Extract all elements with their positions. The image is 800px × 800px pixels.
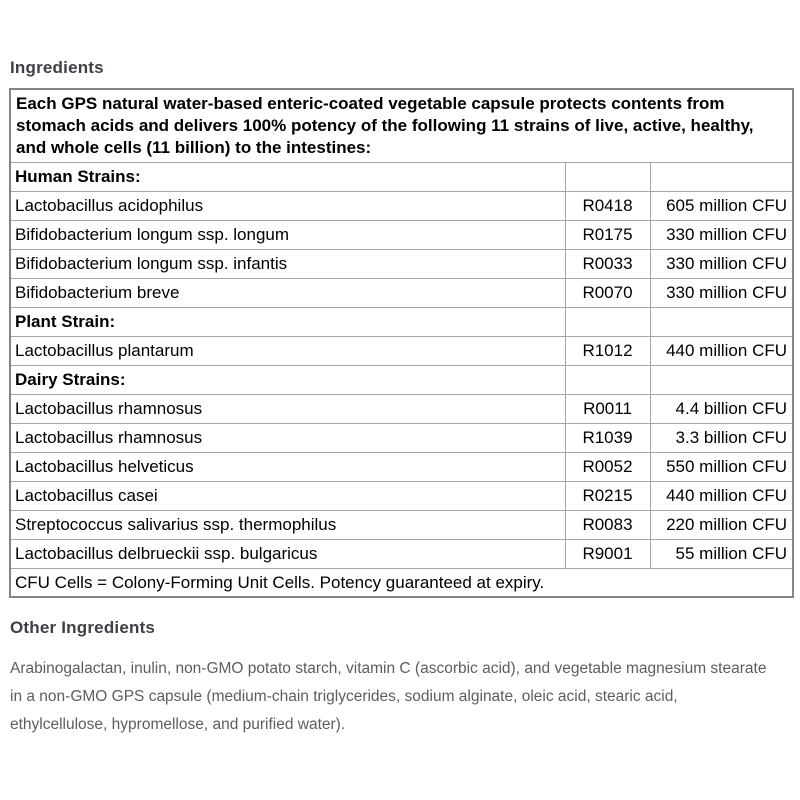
strain-name-cell: Lactobacillus plantarum (10, 337, 565, 366)
strain-amount-cell: 605 million CFU (650, 192, 793, 221)
strain-amount-cell: 55 million CFU (650, 540, 793, 569)
strain-row (10, 540, 793, 569)
strain-row (10, 279, 793, 308)
empty-amount-cell (650, 163, 793, 192)
strain-name-cell: Lactobacillus acidophilus (10, 192, 565, 221)
supplement-facts-table-body (10, 89, 793, 597)
strain-name-cell: Lactobacillus delbrueckii ssp. bulgaricus (10, 540, 565, 569)
strain-name-cell: Bifidobacterium longum ssp. longum (10, 221, 565, 250)
strain-code-cell: R0011 (565, 395, 650, 424)
strain-code-cell: R1039 (565, 424, 650, 453)
strain-amount-cell: 4.4 billion CFU (650, 395, 793, 424)
strain-name-cell: Streptococcus salivarius ssp. thermophilus (10, 511, 565, 540)
strain-code-cell: R0033 (565, 250, 650, 279)
section-row (10, 308, 793, 337)
section-title-cell: Plant Strain: (10, 308, 565, 337)
strain-code-cell: R0175 (565, 221, 650, 250)
section-title-cell: Human Strains: (10, 163, 565, 192)
empty-code-cell (565, 308, 650, 337)
strain-code-cell: R0083 (565, 511, 650, 540)
strain-code-cell: R0418 (565, 192, 650, 221)
strain-amount-cell: 330 million CFU (650, 279, 793, 308)
strain-code-cell: R9001 (565, 540, 650, 569)
section-row (10, 163, 793, 192)
empty-code-cell (565, 366, 650, 395)
strain-amount-cell: 550 million CFU (650, 453, 793, 482)
strain-code-cell: R0052 (565, 453, 650, 482)
strain-amount-cell: 440 million CFU (650, 482, 793, 511)
strain-name-cell: Lactobacillus casei (10, 482, 565, 511)
supplement-facts-table (9, 88, 794, 598)
table-intro-cell: Each GPS natural water-based enteric-coated vegetable capsule protects contents from stomach acids and delivers 100% potency of the following 11 strains of live, active, healthy, and whole cells (11 billion) to the intestines: (10, 89, 793, 163)
strain-code-cell: R0070 (565, 279, 650, 308)
strain-amount-cell: 330 million CFU (650, 250, 793, 279)
empty-amount-cell (650, 308, 793, 337)
section-title-cell: Dairy Strains: (10, 366, 565, 395)
strain-row (10, 453, 793, 482)
table-intro-row (10, 89, 793, 163)
strain-amount-cell: 440 million CFU (650, 337, 793, 366)
strain-amount-cell: 330 million CFU (650, 221, 793, 250)
strain-row (10, 482, 793, 511)
strain-name-cell: Lactobacillus rhamnosus (10, 424, 565, 453)
strain-code-cell: R1012 (565, 337, 650, 366)
strain-name-cell: Bifidobacterium longum ssp. infantis (10, 250, 565, 279)
empty-code-cell (565, 163, 650, 192)
table-footer-cell: CFU Cells = Colony-Forming Unit Cells. Potency guaranteed at expiry. (10, 569, 793, 598)
ingredients-heading: Ingredients (10, 58, 104, 77)
empty-amount-cell (650, 366, 793, 395)
strain-amount-cell: 3.3 billion CFU (650, 424, 793, 453)
strain-row (10, 250, 793, 279)
table-footer-row (10, 569, 793, 598)
strain-row (10, 337, 793, 366)
other-ingredients-heading: Other Ingredients (10, 618, 156, 637)
strain-row (10, 511, 793, 540)
strain-row (10, 221, 793, 250)
strain-name-cell: Lactobacillus rhamnosus (10, 395, 565, 424)
strain-row (10, 192, 793, 221)
section-row (10, 366, 793, 395)
strain-name-cell: Lactobacillus helveticus (10, 453, 565, 482)
strain-row (10, 424, 793, 453)
strain-row (10, 395, 793, 424)
strain-name-cell: Bifidobacterium breve (10, 279, 565, 308)
strain-code-cell: R0215 (565, 482, 650, 511)
other-ingredients-text: Arabinogalactan, inulin, non-GMO potato starch, vitamin C (ascorbic acid), and vegetable magnesium stearate in a non-GMO GPS capsule (medium-chain triglycerides, sodium alginate, oleic acid, stearic acid, ethylcellulose, hypromellose, and purified water). (10, 660, 767, 733)
strain-amount-cell: 220 million CFU (650, 511, 793, 540)
